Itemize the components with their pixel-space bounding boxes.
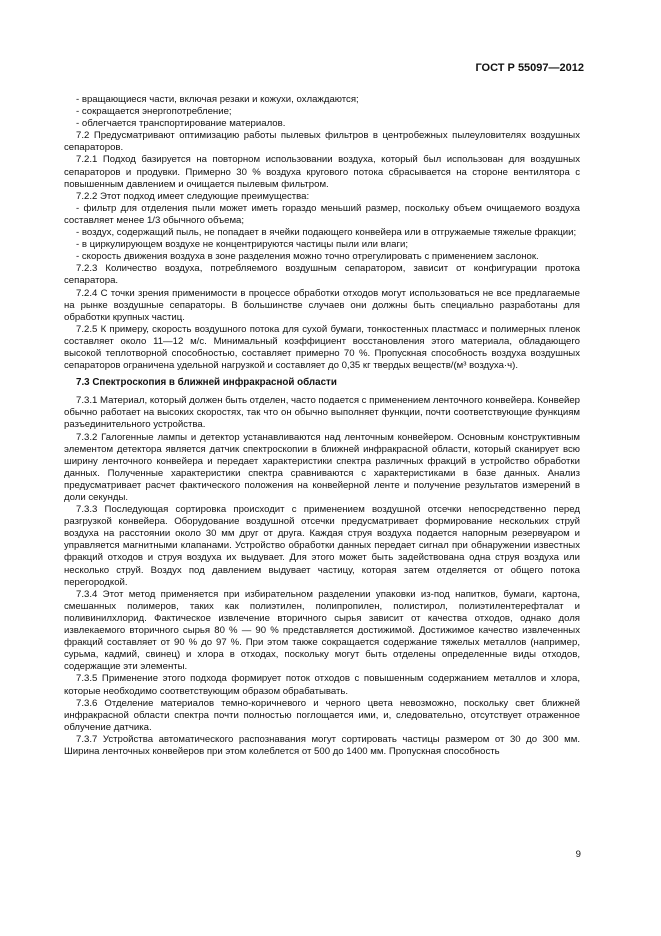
paragraph: 7.2.3 Количество воздуха, потребляемого воздушным сепаратором, зависит от конфигурации протока сепаратора. <box>64 263 580 287</box>
page-number: 9 <box>575 849 581 860</box>
paragraph: - скорость движения воздуха в зоне разделения можно точно отрегулировать с применением заслонок. <box>76 251 539 263</box>
paragraph: 7.2.1 Подход базируется на повторном использовании воздуха, который был использован для воздушных сепараторов и продувки. Примерно 30 % воздуха кругового потока сбрасывается на стороне вентилятора с повышенным давлением и очищается пылевым фильтром. <box>64 154 580 190</box>
paragraph: 7.3.7 Устройства автоматического распознавания могут сортировать частицы размером от 30 до 300 мм. Ширина ленточных конвейеров при этом колеблется от 500 до 1400 мм. Пропускная способность <box>64 733 580 757</box>
paragraph: - в циркулирующем воздухе не концентрируются частицы пыли или влаги; <box>76 239 409 251</box>
document-body <box>64 94 580 758</box>
paragraph: - сокращается энергопотребление; <box>76 106 232 118</box>
paragraph: 7.3.4 Этот метод применяется при избирательном разделении упаковки из-под напитков, бумаги, картона, смешанных полимеров, таких как полиэтилен, полипропилен, полистирол, полиэтилентерефталат и поливинилхлорид. Фактическое извлечение вторичного сырья зависит от качества отходов, однако доля извлекаемого вторичного сырья 80 % — 90 % представляется достижимой. Достижимое качество извлеченных фракций составляет от 90 % до 97 %. При этом также сокращается содержание тяжелых металлов (например, сурьма, кадмий, свинец) и хлора в отходах, поскольку могут быть отделены определенные виды отходов, содержащие эти элементы. <box>64 588 580 673</box>
paragraph: 7.3.5 Применение этого подхода формирует поток отходов с повышенным содержанием металлов и хлора, которые необходимо соответствующим образом обрабатывать. <box>64 673 580 697</box>
paragraph: 7.2.2 Этот подход имеет следующие преимущества: <box>76 190 310 202</box>
paragraph: 7.3.6 Отделение материалов темно-коричневого и черного цвета невозможно, поскольку свет ближней инфракрасной области спектра почти полностью поглощается ими, и, следовательно, отсутствует отраженное облучение датчика. <box>64 697 580 733</box>
paragraph: 7.2.4 С точки зрения применимости в процессе обработки отходов могут использоваться не все предлагаемые на рынке воздушные сепараторы. В большинстве случаев они должны быть специально разработаны для обработки крупных частиц. <box>64 287 580 323</box>
paragraph: 7.2 Предусматривают оптимизацию работы пылевых фильтров в центробежных пылеуловителях воздушных сепараторов. <box>64 130 580 154</box>
paragraph: - фильтр для отделения пыли может иметь гораздо меньший размер, поскольку объем очищаемого воздуха составляет менее 1/3 обычного объема; <box>64 202 580 226</box>
paragraph: - воздух, содержащий пыль, не попадает в ячейки подающего конвейера или в отгружаемые тяжелые фракции; <box>76 227 577 239</box>
paragraph: 7.3.3 Последующая сортировка происходит с применением воздушной отсечки непосредственно перед разгрузкой конвейера. Оборудование воздушной отсечки предусматривает формирование нескольких струй воздуха на расстоянии около 30 мм друг от друга. Каждая струя воздуха подается напорным резервуаром и управляется магнитными клапанами. Устройство обработки данных передает сигнал при обнаружении известных фракций отходов и струя воздуха их выдувает. Для этого может быть задействована одна струя воздуха или несколько струй. Воздух под давлением выдувает частицу, которая затем отделяется от общего потока перегородкой. <box>64 504 580 588</box>
paragraph: - облегчается транспортирование материалов. <box>76 118 286 130</box>
paragraph: 7.3.1 Материал, который должен быть отделен, часто подается с применением ленточного конвейера. Конвейер обычно работает на высоких скоростях, так что он обычно выполняет функции, почти соответствующие функциям разъединительного устройства. <box>64 395 580 431</box>
section-heading: 7.3 Спектроскопия в ближней инфракрасной области <box>76 377 337 389</box>
standard-code: ГОСТ Р 55097—2012 <box>475 62 584 74</box>
paragraph: 7.2.5 К примеру, скорость воздушного потока для сухой бумаги, тонкостенных пластмасс и полимерных пленок составляет около 11—12 м/с. Минимальный коэффициент восстановления этого материала, обладающего высокой теплотворной способностью, составляет примерно 70 %. Пропускная способность воздуха воздушных сепараторов ограничена удельной нагрузкой и составляет до 0,35 кг твердых веществ/(м³ воздуха·ч). <box>64 323 580 372</box>
paragraph: - вращающиеся части, включая резаки и кожухи, охлаждаются; <box>76 94 359 105</box>
paragraph: 7.3.2 Галогенные лампы и детектор устанавливаются над ленточным конвейером. Основным конструктивным элементом детектора является датчик спектроскопии в ближней инфракрасной области, который сканирует всю ширину ленточного конвейера и передает характеристики спектра различных фракций в устройство обработки данных. Полученные характеристики спектра сравниваются с характеристиками в базе данных. Анализ предусматривает расчет фактического положения на конвейерной ленте и получение результатов измерений в доли секунды. <box>64 431 580 503</box>
